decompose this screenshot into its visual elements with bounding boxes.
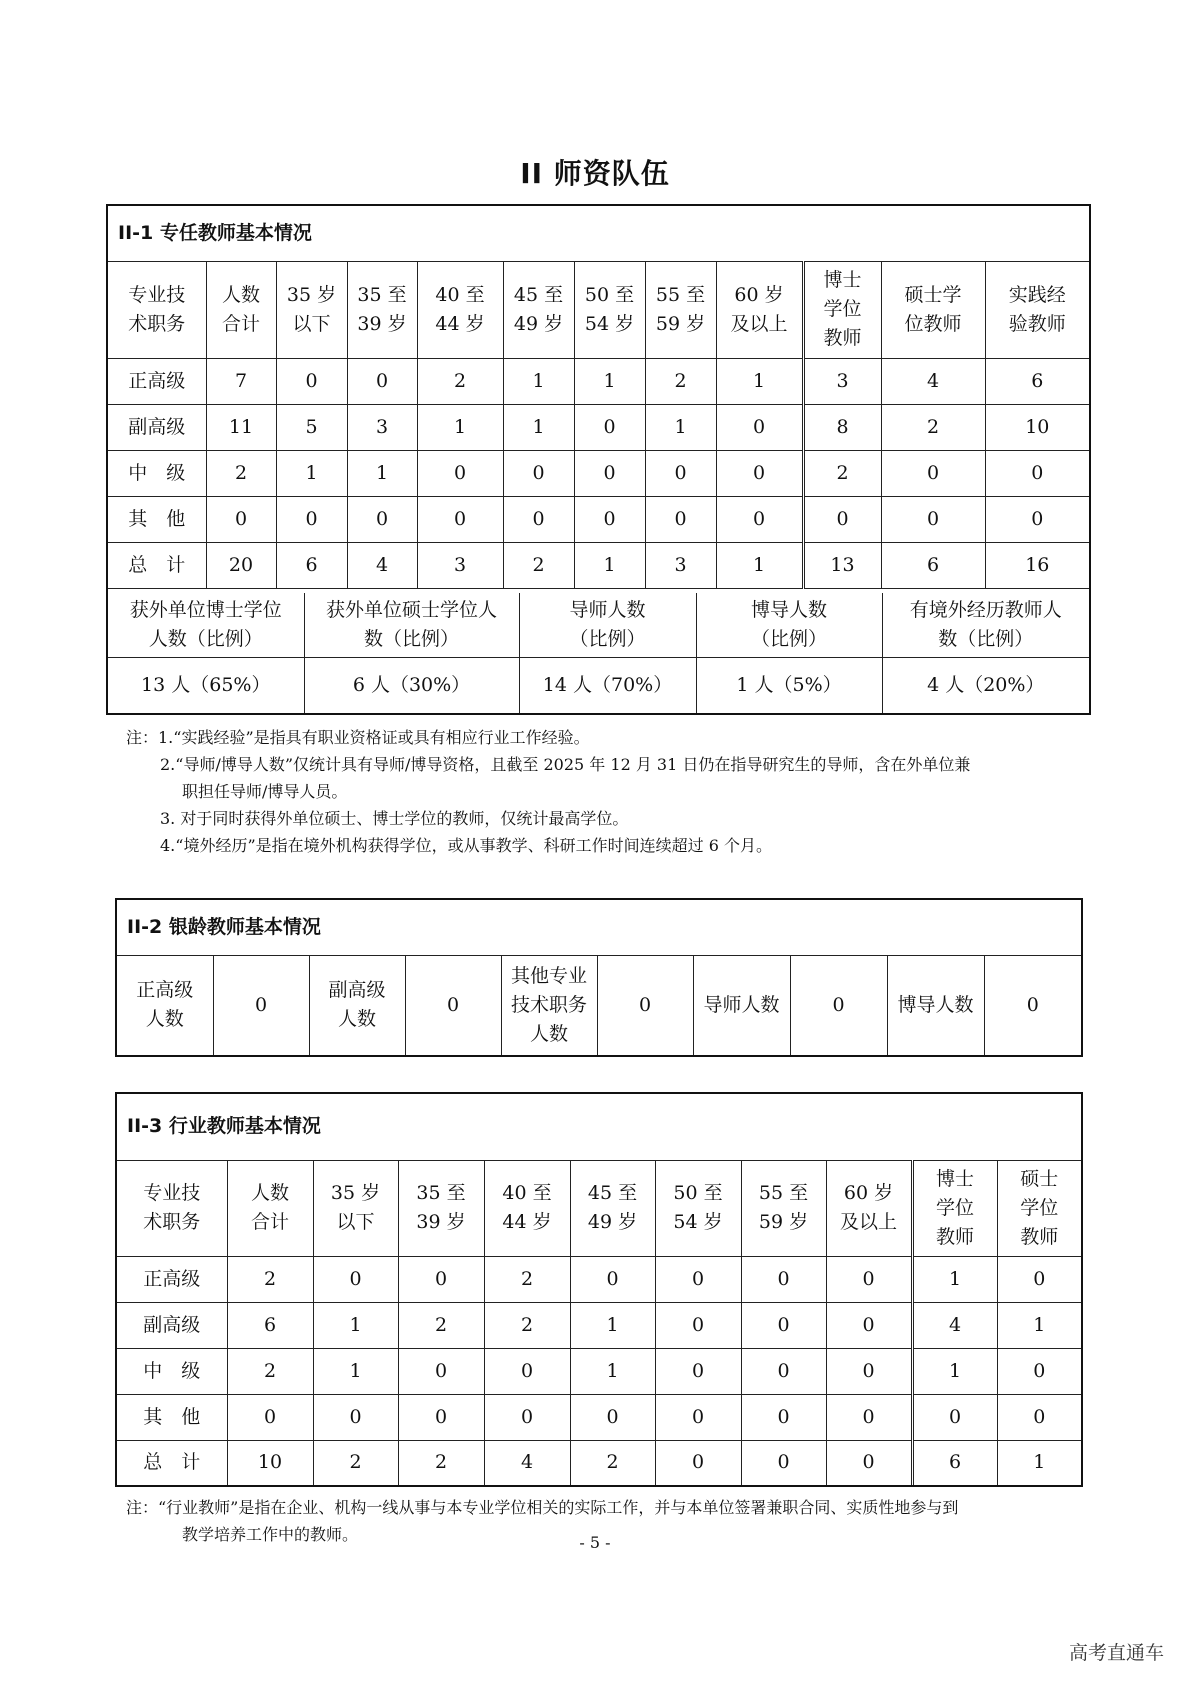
data-cell: 13: [803, 542, 881, 588]
value-cell: 0: [405, 955, 501, 1055]
value-cell: 0: [213, 955, 309, 1055]
row-label: 副高级: [108, 404, 206, 450]
data-cell: 0: [912, 1394, 997, 1440]
data-cell: 0: [574, 496, 645, 542]
table-row: [117, 1348, 1081, 1394]
watermark: 高考直通车: [1068, 1642, 1164, 1664]
data-cell: 0: [645, 496, 716, 542]
label-cell: 博导人数: [887, 955, 984, 1055]
data-cell: 0: [985, 496, 1089, 542]
data-cell: 0: [655, 1302, 741, 1348]
row-label: 其 他: [108, 496, 206, 542]
row-label: 其 他: [117, 1394, 227, 1440]
data-cell: 0: [826, 1394, 912, 1440]
row-label: 中 级: [108, 450, 206, 496]
table-2: [117, 900, 1081, 1055]
data-cell: 1: [503, 404, 574, 450]
header-cell: 35 至 39 岁: [347, 261, 417, 358]
data-cell: 0: [741, 1348, 826, 1394]
data-cell: 0: [655, 1394, 741, 1440]
data-cell: 0: [997, 1348, 1081, 1394]
note-line: 教学培养工作中的教师。: [182, 1525, 359, 1544]
data-cell: 4: [347, 542, 417, 588]
data-cell: 1: [417, 404, 503, 450]
row-label: 总 计: [108, 542, 206, 588]
data-cell: 0: [313, 1256, 398, 1302]
header-cell: 硕士学 位教师: [881, 261, 985, 358]
row-label: 正高级: [108, 358, 206, 404]
data-cell: 0: [484, 1348, 570, 1394]
header-cell: 55 至 59 岁: [645, 261, 716, 358]
data-cell: 0: [276, 496, 347, 542]
data-cell: 2: [803, 450, 881, 496]
value-cell: 0: [984, 955, 1081, 1055]
table-row: [117, 1256, 1081, 1302]
data-cell: 2: [484, 1256, 570, 1302]
data-cell: 2: [417, 358, 503, 404]
page-title: II 师资队伍: [520, 157, 670, 190]
data-cell: 0: [570, 1256, 655, 1302]
note-line: 3. 对于同时获得外单位硕士、博士学位的教师，仅统计最高学位。: [160, 809, 629, 828]
label-cell: 导师人数: [693, 955, 790, 1055]
page-number: - 5 -: [579, 1533, 611, 1552]
header-cell: 50 至 54 岁: [574, 261, 645, 358]
header-cell: 35 至 39 岁: [398, 1160, 484, 1256]
data-cell: 0: [655, 1256, 741, 1302]
data-cell: 8: [803, 404, 881, 450]
data-cell: 2: [206, 450, 276, 496]
data-cell: 2: [227, 1348, 313, 1394]
data-cell: 0: [655, 1348, 741, 1394]
data-cell: 1: [503, 358, 574, 404]
data-cell: 0: [398, 1394, 484, 1440]
header-cell: 40 至 44 岁: [484, 1160, 570, 1256]
data-cell: 0: [741, 1302, 826, 1348]
data-cell: 0: [313, 1394, 398, 1440]
data-cell: 1: [997, 1302, 1081, 1348]
data-cell: 1: [313, 1302, 398, 1348]
header-cell: 专业技 术职务: [117, 1160, 227, 1256]
data-cell: 2: [645, 358, 716, 404]
data-cell: 0: [347, 496, 417, 542]
table-row: [117, 1302, 1081, 1348]
note-line: 注：“行业教师”是指在企业、机构一线从事与本专业学位相关的实际工作，并与本单位签署兼职合同、实质性地参与到: [126, 1498, 959, 1517]
data-cell: 0: [398, 1256, 484, 1302]
table-3: [117, 1094, 1081, 1485]
header-cell: 35 岁 以下: [313, 1160, 398, 1256]
label-cell: 正高级 人数: [117, 955, 213, 1055]
data-cell: 10: [227, 1440, 313, 1485]
header-cell: 45 至 49 岁: [570, 1160, 655, 1256]
header-cell: 55 至 59 岁: [741, 1160, 826, 1256]
data-cell: 0: [826, 1302, 912, 1348]
data-cell: 3: [803, 358, 881, 404]
summary-header-cell: 获外单位博士学位 人数（比例）: [108, 593, 304, 657]
data-cell: 0: [574, 450, 645, 496]
row-label: 中 级: [117, 1348, 227, 1394]
data-cell: 0: [574, 404, 645, 450]
data-cell: 0: [985, 450, 1089, 496]
header-cell: 专业技 术职务: [108, 261, 206, 358]
data-cell: 1: [716, 358, 803, 404]
value-cell: 0: [790, 955, 887, 1055]
data-cell: 0: [826, 1256, 912, 1302]
summary-value-cell: 1 人（5%）: [696, 657, 882, 713]
data-cell: 0: [570, 1394, 655, 1440]
data-cell: 1: [997, 1440, 1081, 1485]
note-line: 注：1.“实践经验”是指具有职业资格证或具有相应行业工作经验。: [126, 728, 590, 747]
row-label: 总 计: [117, 1440, 227, 1485]
data-cell: 0: [881, 496, 985, 542]
data-cell: 6: [227, 1302, 313, 1348]
data-cell: 0: [206, 496, 276, 542]
data-cell: 0: [503, 450, 574, 496]
data-cell: 0: [276, 358, 347, 404]
data-cell: 0: [741, 1394, 826, 1440]
data-cell: 7: [206, 358, 276, 404]
summary-header-cell: 导师人数 （比例）: [519, 593, 696, 657]
data-cell: 3: [645, 542, 716, 588]
header-cell: 35 岁 以下: [276, 261, 347, 358]
data-cell: 6: [881, 542, 985, 588]
summary-value-cell: 4 人（20%）: [882, 657, 1089, 713]
table-row: [108, 450, 1089, 496]
summary-header-cell: 有境外经历教师人 数（比例）: [882, 593, 1089, 657]
data-cell: 0: [417, 450, 503, 496]
header-cell: 博士 学位 教师: [803, 261, 881, 358]
data-cell: 2: [398, 1440, 484, 1485]
header-cell: 60 岁 及以上: [716, 261, 803, 358]
header-cell: 60 岁 及以上: [826, 1160, 912, 1256]
data-cell: 0: [881, 450, 985, 496]
value-cell: 0: [597, 955, 693, 1055]
table-2-section-title: II-2 银龄教师基本情况: [117, 900, 1081, 955]
data-cell: 0: [997, 1394, 1081, 1440]
header-cell: 博士 学位 教师: [912, 1160, 997, 1256]
table-row-total: [117, 1440, 1081, 1485]
data-cell: 6: [985, 358, 1089, 404]
data-cell: 1: [716, 542, 803, 588]
summary-value-cell: 13 人（65%）: [108, 657, 304, 713]
data-cell: 1: [912, 1348, 997, 1394]
table-row: [117, 1394, 1081, 1440]
data-cell: 2: [313, 1440, 398, 1485]
table-1-summary: [108, 593, 1089, 713]
data-cell: 1: [570, 1348, 655, 1394]
data-cell: 0: [716, 450, 803, 496]
table-row: [108, 496, 1089, 542]
data-cell: 0: [826, 1440, 912, 1485]
data-cell: 2: [881, 404, 985, 450]
summary-value-cell: 6 人（30%）: [304, 657, 519, 713]
data-cell: 0: [484, 1394, 570, 1440]
data-cell: 20: [206, 542, 276, 588]
data-cell: 3: [347, 404, 417, 450]
table-row: [108, 358, 1089, 404]
data-cell: 0: [227, 1394, 313, 1440]
header-cell: 45 至 49 岁: [503, 261, 574, 358]
note-line: 职担任导师/博导人员。: [182, 782, 348, 801]
data-cell: 1: [574, 542, 645, 588]
note-line: 4.“境外经历”是指在境外机构获得学位，或从事教学、科研工作时间连续超过 6 个月。: [160, 836, 772, 855]
label-cell: 其他专业 技术职务 人数: [501, 955, 597, 1055]
data-cell: 1: [276, 450, 347, 496]
table-1-section-title: II-1 专任教师基本情况: [108, 206, 1089, 261]
data-cell: 5: [276, 404, 347, 450]
data-cell: 1: [570, 1302, 655, 1348]
header-cell: 人数 合计: [227, 1160, 313, 1256]
data-cell: 1: [912, 1256, 997, 1302]
data-cell: 3: [417, 542, 503, 588]
data-cell: 4: [912, 1302, 997, 1348]
note-line: 2.“导师/博导人数”仅统计具有导师/博导资格，且截至 2025 年 12 月 31 日仍在指导研究生的导师，含在外单位兼: [160, 755, 971, 774]
data-cell: 2: [398, 1302, 484, 1348]
data-cell: 2: [570, 1440, 655, 1485]
table-3-header-row: [117, 1160, 1081, 1256]
header-cell: 人数 合计: [206, 261, 276, 358]
data-cell: 4: [881, 358, 985, 404]
data-cell: 0: [826, 1348, 912, 1394]
header-cell: 50 至 54 岁: [655, 1160, 741, 1256]
data-cell: 4: [484, 1440, 570, 1485]
data-cell: 2: [484, 1302, 570, 1348]
data-cell: 0: [655, 1440, 741, 1485]
summary-value-cell: 14 人（70%）: [519, 657, 696, 713]
data-cell: 6: [912, 1440, 997, 1485]
table-row: [108, 404, 1089, 450]
data-cell: 1: [574, 358, 645, 404]
table-1-notes: [126, 724, 970, 859]
data-cell: 2: [227, 1256, 313, 1302]
data-cell: 1: [347, 450, 417, 496]
table-1: [108, 206, 1089, 589]
label-cell: 副高级 人数: [309, 955, 405, 1055]
header-cell: 硕士 学位 教师: [997, 1160, 1081, 1256]
summary-header-row: [108, 593, 1089, 657]
row-label: 副高级: [117, 1302, 227, 1348]
data-cell: 0: [997, 1256, 1081, 1302]
summary-value-row: [108, 657, 1089, 713]
table-2-row: [117, 955, 1081, 1055]
data-cell: 11: [206, 404, 276, 450]
summary-header-cell: 博导人数 （比例）: [696, 593, 882, 657]
table-3-section-title: II-3 行业教师基本情况: [117, 1094, 1081, 1160]
data-cell: 0: [803, 496, 881, 542]
row-label: 正高级: [117, 1256, 227, 1302]
data-cell: 0: [741, 1256, 826, 1302]
header-cell: 40 至 44 岁: [417, 261, 503, 358]
table-1-header-row: [108, 261, 1089, 358]
data-cell: 0: [398, 1348, 484, 1394]
table-row-total: [108, 542, 1089, 588]
data-cell: 1: [313, 1348, 398, 1394]
data-cell: 0: [741, 1440, 826, 1485]
header-cell: 实践经 验教师: [985, 261, 1089, 358]
data-cell: 0: [716, 496, 803, 542]
data-cell: 16: [985, 542, 1089, 588]
summary-header-cell: 获外单位硕士学位人 数（比例）: [304, 593, 519, 657]
data-cell: 0: [503, 496, 574, 542]
data-cell: 0: [716, 404, 803, 450]
data-cell: 6: [276, 542, 347, 588]
data-cell: 1: [645, 404, 716, 450]
data-cell: 10: [985, 404, 1089, 450]
data-cell: 2: [503, 542, 574, 588]
data-cell: 0: [645, 450, 716, 496]
data-cell: 0: [347, 358, 417, 404]
data-cell: 0: [417, 496, 503, 542]
